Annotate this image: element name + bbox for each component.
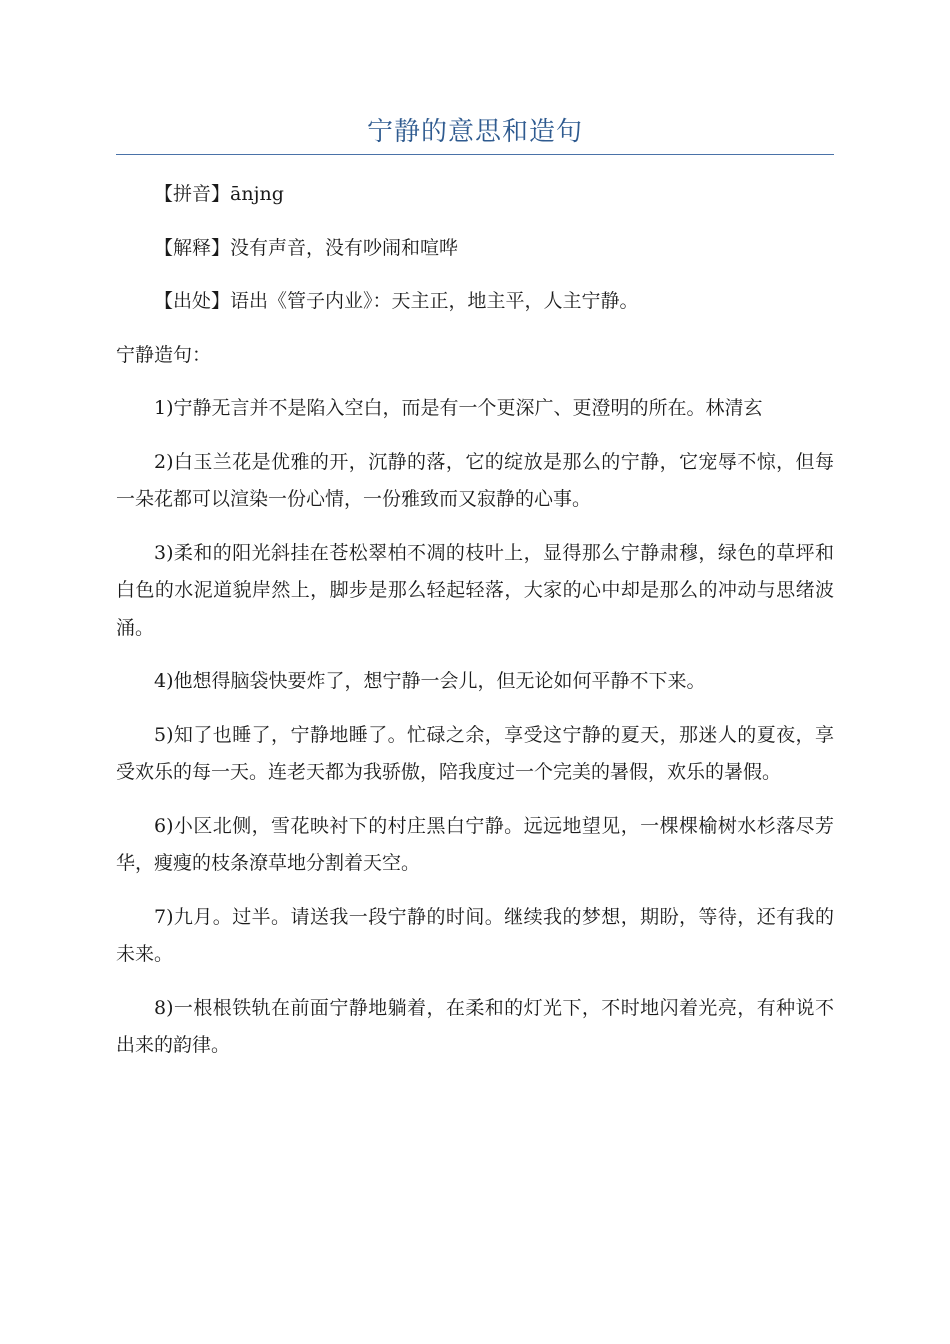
example-sentence-8: 8)一根根铁轨在前面宁静地躺着，在柔和的灯光下，不时地闪着光亮，有种说不出来的韵律。 [116,996,834,1056]
pinyin-line: 【拼音】ānjng [154,183,284,205]
title-underline [116,154,834,155]
example-sentence-6: 6)小区北侧，雪花映衬下的村庄黑白宁静。远远地望见，一棵棵榆树水杉落尽芳华，瘦瘦的枝条潦草地分割着天空。 [116,814,834,874]
example-sentence-2: 2)白玉兰花是优雅的开，沉静的落，它的绽放是那么的宁静，它宠辱不惊，但每一朵花都可以渲染一份心情，一份雅致而又寂静的心事。 [116,450,834,510]
examples-heading: 宁静造句： [116,343,212,366]
document-title: 宁静的意思和造句 [366,117,583,147]
source-line: 【出处】语出《管子内业》：天主正，地主平，人主宁静。 [154,290,639,312]
explanation-line: 【解释】没有声音，没有吵闹和喧哗 [154,236,459,259]
example-sentence-5: 5)知了也睡了，宁静地睡了。忙碌之余，享受这宁静的夏天，那迷人的夏夜，享受欢乐的每一天。连老天都为我骄傲，陪我度过一个完美的暑假，欢乐的暑假。 [116,723,834,783]
example-sentence-3: 3)柔和的阳光斜挂在苍松翠柏不凋的枝叶上，显得那么宁静肃穆，绿色的草坪和白色的水泥道貌岸然上，脚步是那么轻起轻落，大家的心中却是那么的冲动与思绪波涌。 [116,541,834,639]
example-sentence-4: 4)他想得脑袋快要炸了，想宁静一会儿，但无论如何平静不下来。 [154,670,706,692]
example-sentence-7: 7)九月。过半。请送我一段宁静的时间。继续我的梦想，期盼，等待，还有我的未来。 [116,905,834,965]
document-body [116,176,834,1081]
example-sentence-1: 1)宁静无言并不是陷入空白，而是有一个更深广、更澄明的所在。林清玄 [154,397,763,419]
